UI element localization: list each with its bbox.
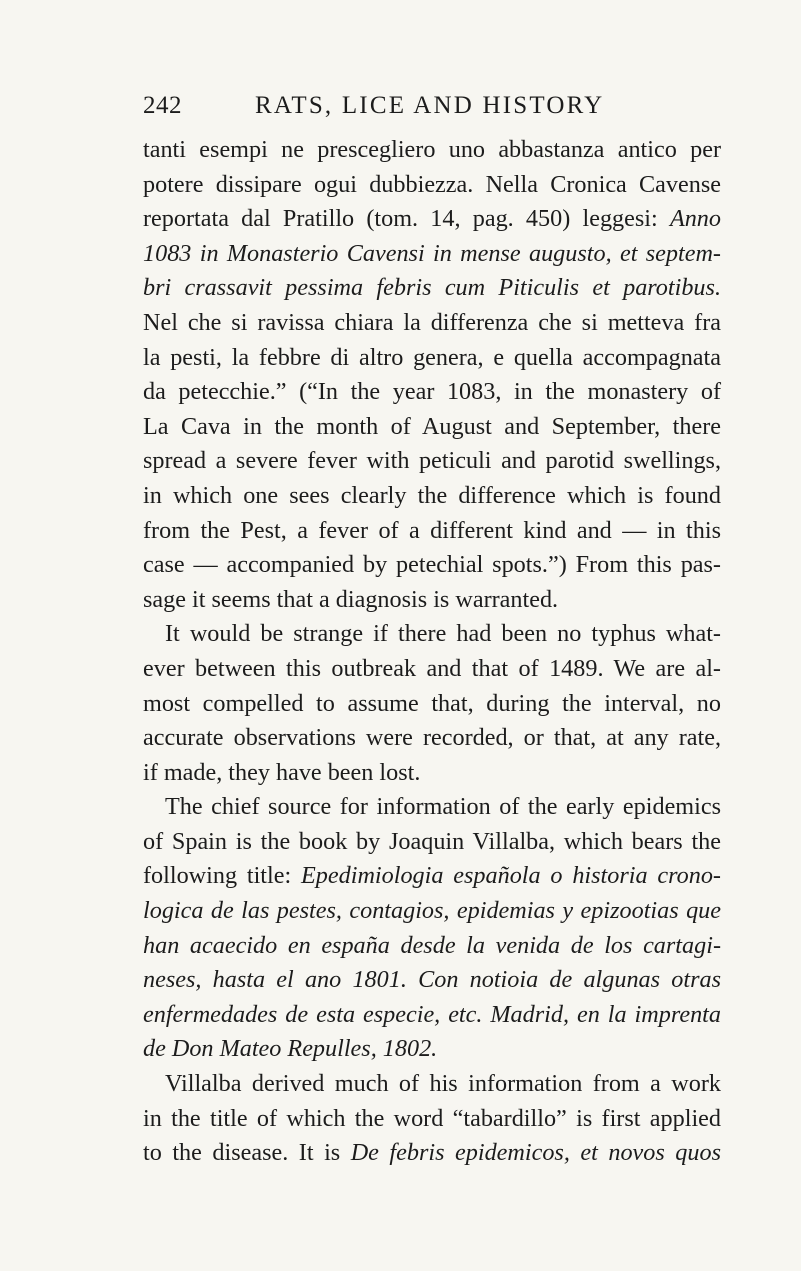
text-line: ever between this outbreak and that of 1489. We are al- xyxy=(143,654,721,682)
text-line: tanti esempi ne prescegliero uno abbastanza antico per xyxy=(143,136,721,163)
text-line: enfermedades de esta especie, etc. Madrid, en la imprenta xyxy=(143,1000,721,1028)
text-line: following title: Epedimiologia española o historia crono- xyxy=(143,862,721,890)
text-line: bri crassavit pessima febris cum Piticulis et parotibus. xyxy=(143,274,721,302)
text-line: The chief source for information of the early epidemics xyxy=(165,793,721,821)
text-line: if made, they have been lost. xyxy=(143,758,421,786)
text-line: spread a severe fever with peticuli and parotid swellings, xyxy=(143,447,721,475)
text-line: neses, hasta el ano 1801. Con notioia de algunas otras xyxy=(143,966,721,994)
text-line: de Don Mateo Repulles, 1802. xyxy=(143,1035,438,1063)
text-line: in which one sees clearly the difference which is found xyxy=(143,481,721,509)
text-line: reportata dal Pratillo (tom. 14, pag. 450) leggesi: Anno xyxy=(143,205,721,233)
text-line: accurate observations were recorded, or that, at any rate, xyxy=(143,724,721,752)
text-line: logica de las pestes, contagios, epidemias y epizootias que xyxy=(143,897,721,925)
text-line: most compelled to assume that, during the interval, no xyxy=(143,689,721,717)
text-line: La Cava in the month of August and September, there xyxy=(143,412,721,440)
text-line: da petecchie.” (“In the year 1083, in the monastery of xyxy=(143,378,721,406)
text-line: 1083 in Monasterio Cavensi in mense augusto, et septem- xyxy=(143,239,721,267)
text-line: in the title of which the word “tabardillo” is first applied xyxy=(143,1104,721,1132)
running-head xyxy=(143,92,663,132)
text-line: Villalba derived much of his information from a work xyxy=(165,1070,721,1098)
text-line: from the Pest, a fever of a different kind and — in this xyxy=(143,516,721,544)
body-text xyxy=(143,133,721,1171)
text-line: to the disease. It is De febris epidemicos, et novos quos xyxy=(143,1139,721,1167)
text-line: of Spain is the book by Joaquin Villalba, which bears the xyxy=(143,827,721,855)
text-line: han acaecido en españa desde la venida de los cartagi- xyxy=(143,931,721,959)
text-line: Nel che si ravissa chiara la differenza che si metteva fra xyxy=(143,308,721,336)
text-line: potere dissipare ogui dubbiezza. Nella Cronica Cavense xyxy=(143,170,721,198)
text-line: It would be strange if there had been no typhus what- xyxy=(165,620,721,648)
running-title: RATS, LICE AND HISTORY xyxy=(255,92,605,119)
text-line: case — accompanied by petechial spots.”) From this pas- xyxy=(143,551,721,579)
text-line: sage it seems that a diagnosis is warranted. xyxy=(143,585,559,613)
text-line: la pesti, la febbre di altro genera, e quella accompagnata xyxy=(143,343,721,371)
page-number: 242 xyxy=(143,92,182,119)
